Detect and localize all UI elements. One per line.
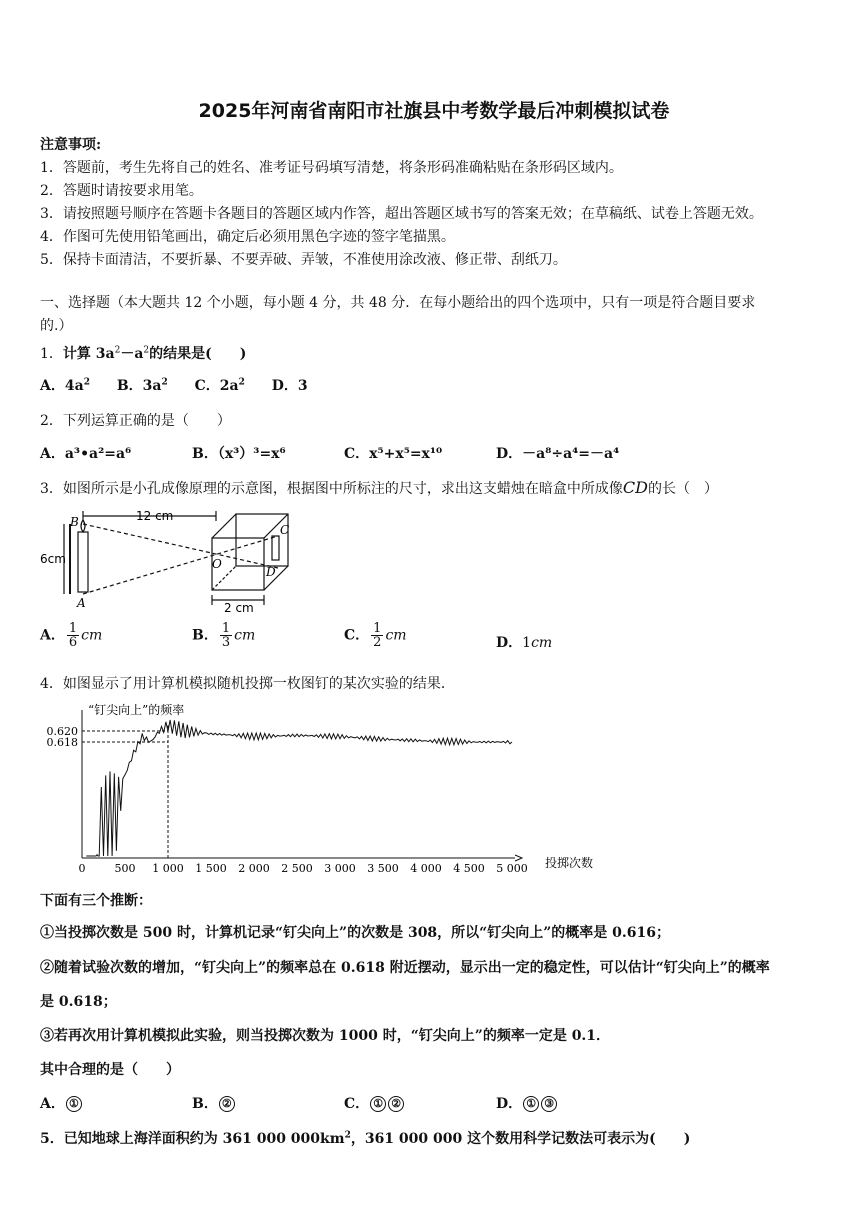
option-c[interactable] <box>344 622 407 649</box>
exponent: 2 <box>114 345 121 356</box>
denominator: 6 <box>68 635 78 650</box>
option-c[interactable]: C．2a <box>194 378 239 394</box>
question-1-stem <box>40 343 246 363</box>
x-tick-label: 3 500 <box>367 862 399 875</box>
fraction <box>220 622 232 649</box>
question-text: 的长（ ） <box>647 481 718 497</box>
question-5-stem <box>40 1128 690 1148</box>
x-tick-label: 4 500 <box>453 862 485 875</box>
pinhole-camera-diagram <box>40 506 300 614</box>
x-tick-label: 2 000 <box>238 862 270 875</box>
question-4-stem: 4．如图显示了用计算机模拟随机投掷一枚图钉的某次实验的结果． <box>40 676 455 692</box>
fraction <box>67 622 79 649</box>
inference-2-cont: 是 0.618； <box>40 994 117 1010</box>
inference-1: ①当投掷次数是 500 时，计算机记录“钉尖向上”的次数是 308，所以“钉尖向上”的概率是 0.616； <box>40 925 670 941</box>
denominator: 3 <box>221 635 231 650</box>
fraction <box>371 622 383 649</box>
option-c[interactable]: C．x⁵+x⁵=x¹⁰ <box>344 446 443 462</box>
option-label: B． <box>192 1096 218 1112</box>
inference-3: ③若再次用计算机模拟此实验，则当投掷次数为 1000 时，“钉尖向上”的频率一定是 0.1． <box>40 1028 611 1044</box>
denominator: 2 <box>373 635 382 650</box>
option-d[interactable] <box>496 1093 558 1113</box>
option-d[interactable] <box>496 632 552 652</box>
question-4-ask: 其中合理的是（ ） <box>40 1062 180 1078</box>
option-label: D． <box>496 635 523 651</box>
y-tick-label: 0.620 <box>46 725 78 738</box>
option-b[interactable] <box>192 622 255 649</box>
section-heading-line2: 的.） <box>40 318 73 334</box>
x-tick-label: 500 <box>114 862 136 875</box>
option-label: B． <box>192 627 218 644</box>
circled-number: ② <box>219 1096 235 1112</box>
question-text: ，361 000 000 这个数用科学记数法可表示为( ) <box>350 1131 691 1147</box>
chart-title: “钉尖向上”的频率 <box>88 703 185 717</box>
x-tick-label: 0 <box>78 862 86 875</box>
notice-item: 3．请按照题号顺序在答题卡各题目的答题区域内作答，超出答题区域书写的答案无效；在草稿纸、试卷上答题无效。 <box>40 206 763 222</box>
option-label: C． <box>344 627 370 644</box>
circled-number: ① <box>370 1096 386 1112</box>
option-d[interactable]: D．3 <box>271 378 308 394</box>
exponent: 2 <box>83 377 90 388</box>
segment-label: CD <box>622 478 648 497</box>
circled-number: ① <box>66 1096 82 1112</box>
notice-item: 2．答题时请按要求用笔。 <box>40 183 203 199</box>
question-text: 的结果是( ) <box>149 346 247 362</box>
x-axis-arrow-icon <box>515 855 522 861</box>
option-b[interactable]: B．3a <box>116 378 162 394</box>
notice-heading: 注意事项: <box>40 137 102 153</box>
circled-number: ③ <box>541 1096 557 1112</box>
question-text: 计算 3a <box>62 346 115 362</box>
unit: cm <box>385 627 407 644</box>
option-label: A． <box>40 1096 65 1112</box>
question-3-stem <box>40 478 718 498</box>
x-tick-label: 5 000 <box>496 862 528 875</box>
numerator: 1 <box>373 621 382 636</box>
dimension-label: 12 cm <box>136 509 174 523</box>
x-tick-label: 1 000 <box>152 862 184 875</box>
frequency-series-line <box>86 720 512 856</box>
circled-number: ① <box>523 1096 539 1112</box>
numerator: 1 <box>221 621 231 636</box>
unit: cm <box>234 627 256 644</box>
exponent: 2 <box>238 377 245 388</box>
exponent: 2 <box>161 377 168 388</box>
page-title: 2025年河南省南阳市社旗县中考数学最后冲刺模拟试卷 <box>198 100 670 122</box>
option-label: C． <box>344 1096 370 1112</box>
x-tick-label: 1 500 <box>195 862 227 875</box>
y-tick-label: 0.618 <box>46 736 78 749</box>
point-label: B <box>70 515 79 529</box>
question-2-stem: 2．下列运算正确的是（ ） <box>40 413 231 429</box>
option-c[interactable] <box>344 1093 405 1113</box>
point-label: A <box>77 596 86 610</box>
question-1-options <box>40 375 308 395</box>
exponent: 2 <box>143 345 150 356</box>
question-text: 3．如图所示是小孔成像原理的示意图，根据图中所标注的尺寸，求出这支蜡烛在暗盒中所成像 <box>40 481 623 497</box>
question-text: 5．已知地球上海洋面积约为 361 000 000km <box>40 1131 345 1147</box>
option-label: D． <box>496 1096 523 1112</box>
x-tick-label: 4 000 <box>410 862 442 875</box>
section-heading-line1: 一、选择题（本大题共 12 个小题，每小题 4 分，共 48 分．在每小题给出的四个选项中，只有一项是符合题目要求 <box>40 295 756 311</box>
numerator: 1 <box>68 621 78 636</box>
option-a[interactable] <box>40 1093 83 1113</box>
option-a[interactable]: A．a³•a²=a⁶ <box>40 446 132 462</box>
x-tick-label: 3 000 <box>324 862 356 875</box>
frequency-line-chart <box>40 700 610 875</box>
unit: cm <box>81 627 103 644</box>
point-label: O <box>212 557 222 571</box>
option-a[interactable]: A．4a <box>40 378 84 394</box>
circled-number: ② <box>388 1096 404 1112</box>
notice-item: 1．答题前，考生先将自己的姓名、准考证号码填写清楚，将条形码准确粘贴在条形码区域内。 <box>40 160 623 176</box>
dimension-label: 6cm <box>40 552 66 566</box>
option-label: A． <box>40 627 65 644</box>
option-b[interactable] <box>192 1093 236 1113</box>
option-b[interactable]: B．（x³）³=x⁶ <box>192 446 286 462</box>
inference-intro: 下面有三个推断： <box>40 893 152 909</box>
option-d[interactable]: D．－a⁸÷a⁴=－a⁴ <box>496 446 620 462</box>
notice-item: 4．作图可先使用铅笔画出，确定后必须用黑色字迹的签字笔描黑。 <box>40 229 455 245</box>
option-value: 1 <box>522 635 532 651</box>
question-text: －a <box>120 346 144 362</box>
question-number: 1． <box>40 346 63 362</box>
notice-item: 5．保持卡面清洁，不要折暴、不要弄破、弄皱，不准使用涂改液、修正带、刮纸刀。 <box>40 252 567 268</box>
exponent: 2 <box>344 1130 351 1141</box>
option-a[interactable] <box>40 622 102 649</box>
inference-2: ②随着试验次数的增加，“钉尖向上”的频率总在 0.618 附近摆动，显示出一定的稳定性，可以估计“钉尖向上”的概率 <box>40 960 770 976</box>
dimension-label: 2 cm <box>224 601 254 614</box>
point-label: D <box>266 565 276 579</box>
x-tick-label: 2 500 <box>281 862 313 875</box>
point-label: C <box>280 523 290 537</box>
x-axis-label: 投掷次数 <box>545 856 594 870</box>
unit: cm <box>531 635 553 651</box>
